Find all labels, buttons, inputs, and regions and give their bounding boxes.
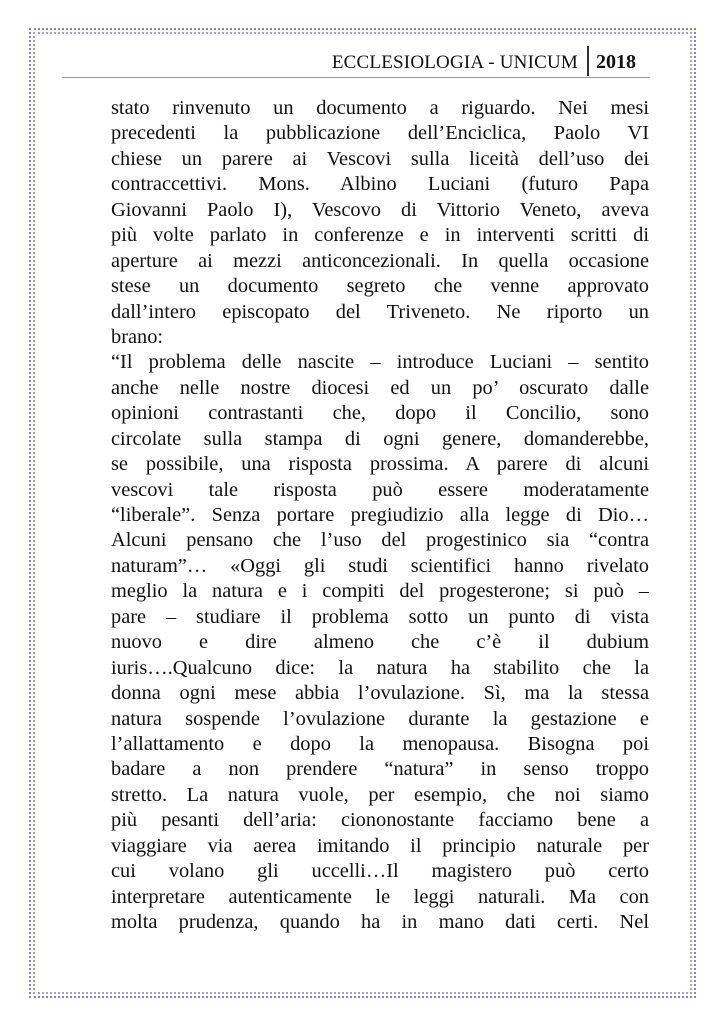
text-line: l’allattamento e dopo la menopausa. Bisogna poi xyxy=(111,732,649,755)
body-text xyxy=(111,96,649,935)
text-line: meglio la natura e i compiti del progesterone; si può – xyxy=(111,580,649,603)
header-rule xyxy=(62,77,650,78)
text-line: “liberale”. Senza portare pregiudizio alla legge di Dio… xyxy=(111,504,649,526)
text-line: dall’intero episcopato del Triveneto. Ne riporto un xyxy=(111,300,649,323)
text-line: Alcuni pensano che l’uso del progestinico sia “contra xyxy=(111,529,649,552)
text-line: iuris….Qualcuno dice: la natura ha stabilito che la xyxy=(111,656,649,679)
text-line: donna ogni mese abbia l’ovulazione. Sì, ma la stessa xyxy=(111,682,649,705)
text-line: natura sospende l’ovulazione durante la gestazione e xyxy=(111,707,649,730)
text-line: viaggiare via aerea imitando il principio naturale per xyxy=(111,834,649,857)
text-line: molta prudenza, quando ha in mano dati certi. Nel xyxy=(111,911,649,933)
header-year: 2018 xyxy=(596,51,636,73)
text-line: stretto. La natura vuole, per esempio, che noi siamo xyxy=(111,783,649,806)
text-line: più volte parlato in conferenze e in interventi scritti di xyxy=(111,224,649,247)
text-line: nuovo e dire almeno che c’è il dubium xyxy=(111,631,649,654)
text-line: badare a non prendere “natura” in senso troppo xyxy=(111,758,649,781)
text-line: più pesanti dell’aria: ciononostante facciamo bene a xyxy=(111,809,649,832)
text-line: pare – studiare il problema sotto un punto di vista xyxy=(111,605,649,628)
text-line: opinioni contrastanti che, dopo il Concilio, sono xyxy=(111,402,649,425)
text-line: anche nelle nostre diocesi ed un po’ oscurato dalle xyxy=(111,376,649,399)
text-line: contraccettivi. Mons. Albino Luciani (futuro Papa xyxy=(111,173,649,196)
text-line: cui volano gli uccelli…Il magistero può certo xyxy=(111,860,649,883)
text-line: precedenti la pubblicazione dell’Enciclica, Paolo VI xyxy=(111,122,649,145)
text-line: interpretare autenticamente le leggi naturali. Ma con xyxy=(111,885,649,908)
text-line: stato rinvenuto un documento a riguardo. Nei mesi xyxy=(111,97,649,119)
text-line: stese un documento segreto che venne approvato xyxy=(111,275,649,298)
text-line: aperture ai mezzi anticoncezionali. In quella occasione xyxy=(111,249,649,272)
header-title: ECCLESIOLOGIA - UNICUM xyxy=(331,52,578,73)
text-line: chiese un parere ai Vescovi sulla liceità dell’uso dei xyxy=(111,147,649,170)
text-line: brano: xyxy=(111,325,164,348)
text-line: se possibile, una risposta prossima. A parere di alcuni xyxy=(111,453,649,476)
text-line: vescovi tale risposta può essere moderatamente xyxy=(111,478,649,501)
page-header xyxy=(0,44,724,80)
text-line: Giovanni Paolo I), Vescovo di Vittorio Veneto, aveva xyxy=(111,198,649,221)
text-line: circolate sulla stampa di ogni genere, domanderebbe, xyxy=(111,427,649,450)
text-line: naturam”… «Oggi gli studi scientifici hanno rivelato xyxy=(111,554,649,577)
header-divider xyxy=(587,46,589,76)
text-line: “Il problema delle nascite – introduce Luciani – sentito xyxy=(111,351,649,374)
